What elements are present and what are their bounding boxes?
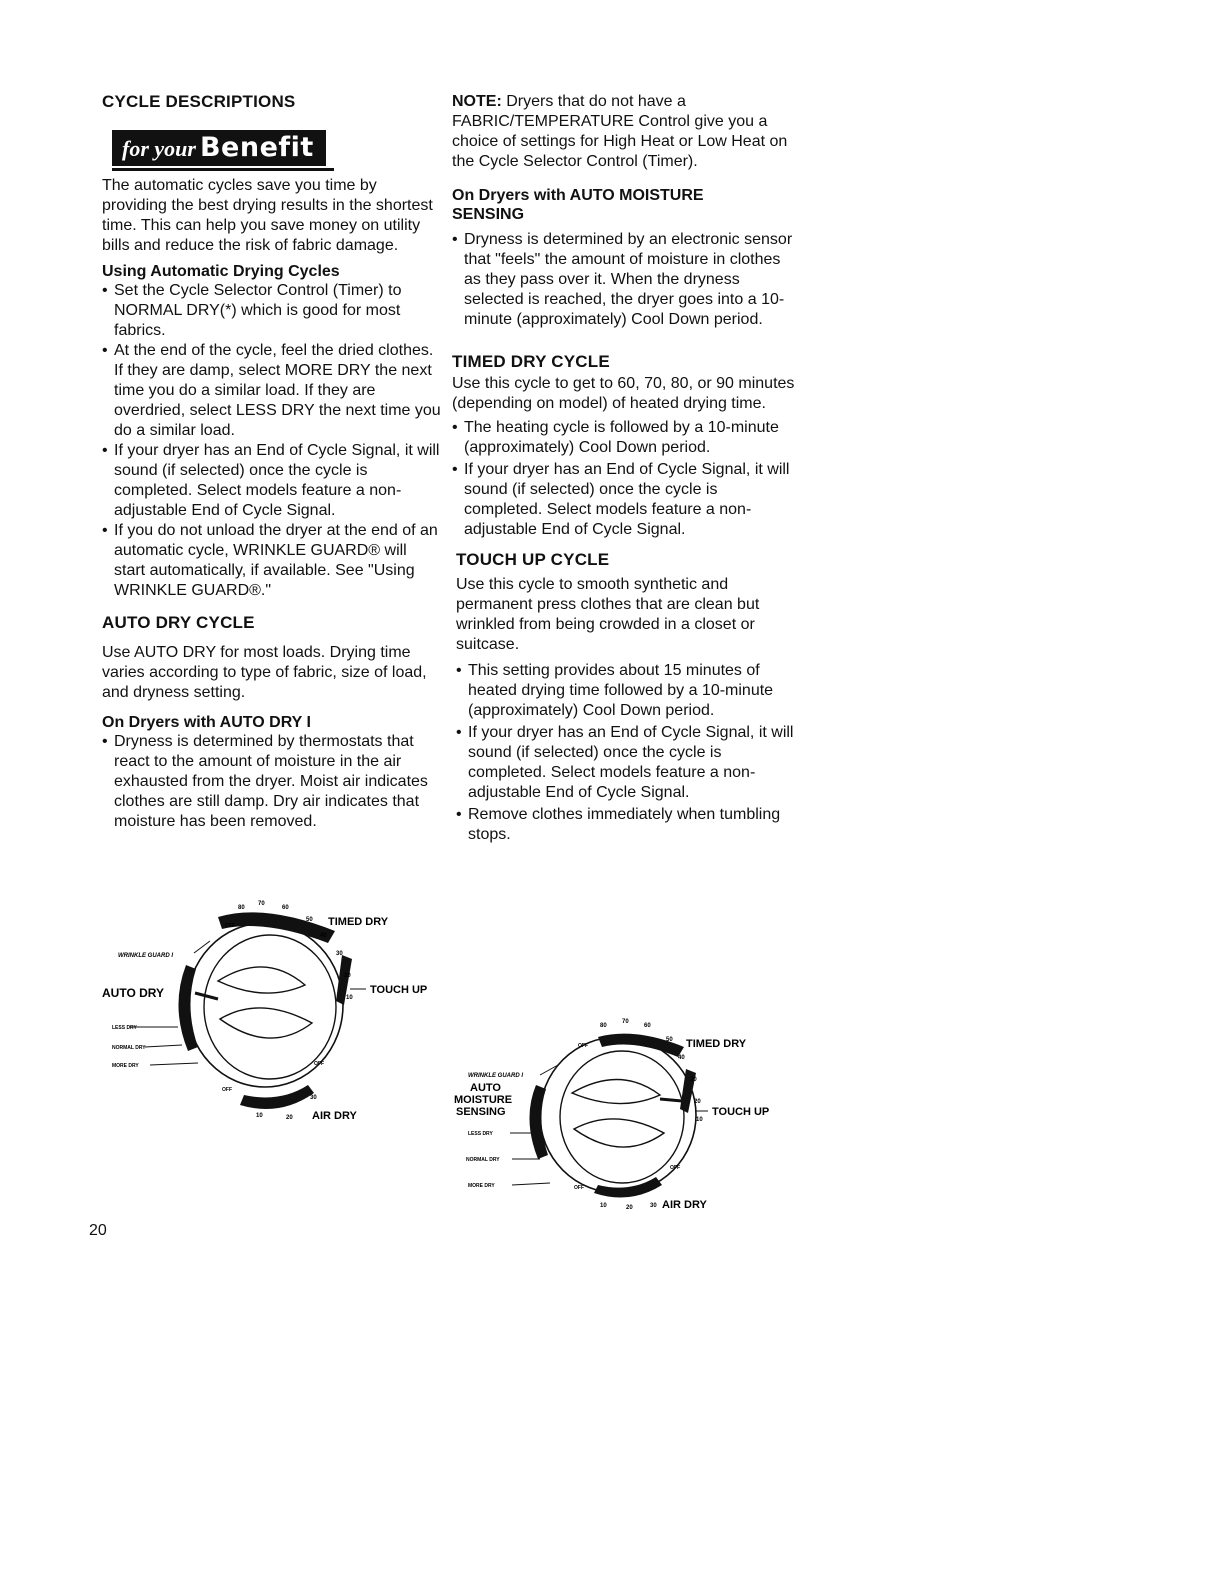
auto-band <box>529 1085 548 1159</box>
list-item: • If your dryer has an End of Cycle Signal, it will sound (if selected) once the cycle is completed. Select models feature a non-adjustable End of Cycle Signal. <box>456 723 797 803</box>
list-item: • If your dryer has an End of Cycle Signal, it will sound (if selected) once the cycle is completed. Select models feature a non-adjustable End of Cycle Signal. <box>102 441 442 521</box>
moisture-sensing-heading: On Dryers with AUTO MOISTURE SENSING <box>452 187 704 223</box>
touch-up-cycle-heading: TOUCH UP CYCLE <box>456 550 610 569</box>
auto-dry-i-list <box>102 732 442 832</box>
normal-dry-label: NORMAL DRY <box>466 1157 500 1163</box>
wrinkle-guard-label: WRINKLE GUARD I <box>118 953 173 959</box>
moisture-sensing-list <box>452 230 797 330</box>
tick-label: 40 <box>320 933 327 939</box>
touch-up-label: TOUCH UP <box>712 1106 770 1118</box>
automatic-cycles-list <box>102 281 442 601</box>
auto-dry-label: AUTO DRY <box>102 986 165 1000</box>
tick-label: 70 <box>258 901 265 907</box>
tick-label: 20 <box>626 1205 633 1211</box>
more-dry-label: MORE DRY <box>468 1183 495 1189</box>
list-item: • If you do not unload the dryer at the end of an automatic cycle, WRINKLE GUARD® will start automatically, if available. See "Using WRINKLE GUARD®." <box>102 521 442 601</box>
touch-band <box>680 1069 696 1113</box>
tick-label: 50 <box>306 917 313 923</box>
tick-label: 20 <box>694 1099 701 1105</box>
tick-label: 10 <box>696 1117 703 1123</box>
touch-up-list <box>456 661 797 845</box>
moisture-label: MOISTURE <box>454 1094 513 1106</box>
auto-dry-i-heading: On Dryers with AUTO DRY I <box>102 714 311 731</box>
automatic-cycles-heading: Using Automatic Drying Cycles <box>102 263 340 280</box>
more-dry-label: MORE DRY <box>112 1063 139 1069</box>
tick-label: 70 <box>622 1019 629 1025</box>
less-dry-label: LESS DRY <box>112 1025 137 1031</box>
timed-dry-label: TIMED DRY <box>686 1038 747 1050</box>
list-item: • Dryness is determined by thermostats that react to the amount of moisture in the air exhausted from the dryer. Moist air indicates clothes are still damp. Dry air indicates that moisture has been removed. <box>102 732 442 832</box>
list-item: • If your dryer has an End of Cycle Signal, it will sound (if selected) once the cycle is completed. Select models feature a non-adjustable End of Cycle Signal. <box>452 460 797 540</box>
auto-dry-cycle-heading: AUTO DRY CYCLE <box>102 613 255 632</box>
tick-label: 10 <box>600 1203 607 1209</box>
tick-label: 30 <box>336 951 343 957</box>
note-label: NOTE: <box>452 93 502 110</box>
timed-dry-cycle-heading: TIMED DRY CYCLE <box>452 352 610 371</box>
wrinkle-guard-label: WRINKLE GUARD I <box>468 1073 523 1079</box>
list-item: • Remove clothes immediately when tumbling stops. <box>456 805 797 845</box>
benefit-word: Benefit <box>199 132 314 163</box>
left-column <box>102 92 442 832</box>
touch-up-label: TOUCH UP <box>370 984 428 996</box>
auto-dry-paragraph: Use AUTO DRY for most loads. Drying time varies according to type of fabric, size of load, and dryness setting. <box>102 644 427 701</box>
tick-label: 20 <box>344 973 351 979</box>
tick-label: 40 <box>678 1055 685 1061</box>
timed-dry-label: TIMED DRY <box>328 916 389 928</box>
tick-label: 60 <box>282 905 289 911</box>
off-label: OFF <box>222 1087 232 1093</box>
tick-label: 50 <box>666 1037 673 1043</box>
tick-label: 20 <box>286 1115 293 1121</box>
benefit-script: for your <box>122 136 196 161</box>
tick-label: 80 <box>238 905 245 911</box>
tick-label: 30 <box>690 1077 697 1083</box>
cycle-descriptions-heading: CYCLE DESCRIPTIONS <box>102 92 296 111</box>
moisture-sensing-dial-diagram <box>450 1015 795 1215</box>
touch-up-paragraph: Use this cycle to smooth synthetic and permanent press clothes that are clean but wrinkled from being crowded in a closet or suitcase. <box>456 576 760 653</box>
tick-label: 30 <box>310 1095 317 1101</box>
tick-label: 60 <box>644 1023 651 1029</box>
note-text: Dryers that do not have a FABRIC/TEMPERATURE Control give you a choice of settings for High Heat or Low Heat on the Cycle Selector Control (Timer). <box>452 93 788 170</box>
benefit-underline <box>112 168 334 171</box>
page-number: 20 <box>89 1222 107 1239</box>
timed-band <box>218 912 335 943</box>
for-your-benefit-badge <box>112 130 326 166</box>
off-label: OFF <box>670 1165 680 1171</box>
tick-label: 10 <box>256 1113 263 1119</box>
auto-label: AUTO <box>470 1082 501 1094</box>
auto-dry-dial-diagram <box>100 895 445 1135</box>
right-column <box>452 92 797 845</box>
off-label: OFF <box>574 1185 584 1191</box>
air-band <box>240 1085 314 1109</box>
list-item: • Set the Cycle Selector Control (Timer) to NORMAL DRY(*) which is good for most fabrics. <box>102 281 442 341</box>
sensing-label: SENSING <box>456 1106 506 1118</box>
list-item: • The heating cycle is followed by a 10-minute (approximately) Cool Down period. <box>452 418 797 458</box>
off-label: OFF <box>225 923 235 929</box>
air-dry-label: AIR DRY <box>312 1110 357 1122</box>
intro-paragraph: The automatic cycles save you time by providing the best drying results in the shortest time. This can help you save money on utility bills and reduce the risk of fabric damage. <box>102 177 433 254</box>
normal-dry-label: NORMAL DRY <box>112 1045 146 1051</box>
auto-band <box>178 965 198 1051</box>
air-dry-label: AIR DRY <box>662 1199 707 1211</box>
tick-label: 30 <box>650 1203 657 1209</box>
tick-label: 80 <box>600 1023 607 1029</box>
less-dry-label: LESS DRY <box>468 1131 493 1137</box>
list-item: • This setting provides about 15 minutes of heated drying time followed by a 10-minute (approximately) Cool Down period. <box>456 661 797 721</box>
tick-label: 10 <box>346 995 353 1001</box>
timed-dry-list <box>452 418 797 540</box>
off-label: OFF <box>314 1061 324 1067</box>
timed-dry-paragraph: Use this cycle to get to 60, 70, 80, or 90 minutes (depending on model) of heated drying time. <box>452 375 795 412</box>
list-item: • Dryness is determined by an electronic sensor that "feels" the amount of moisture in clothes as they pass over it. When the dryness selected is reached, the dryer goes into a 10-minute (approximately) Cool Down period. <box>452 230 797 330</box>
off-label: OFF <box>578 1043 588 1049</box>
note-paragraph <box>452 92 797 172</box>
list-item: • At the end of the cycle, feel the dried clothes. If they are damp, select MORE DRY the next time you do a similar load. If they are overdried, select LESS DRY the next time you do a similar load. <box>102 341 442 441</box>
